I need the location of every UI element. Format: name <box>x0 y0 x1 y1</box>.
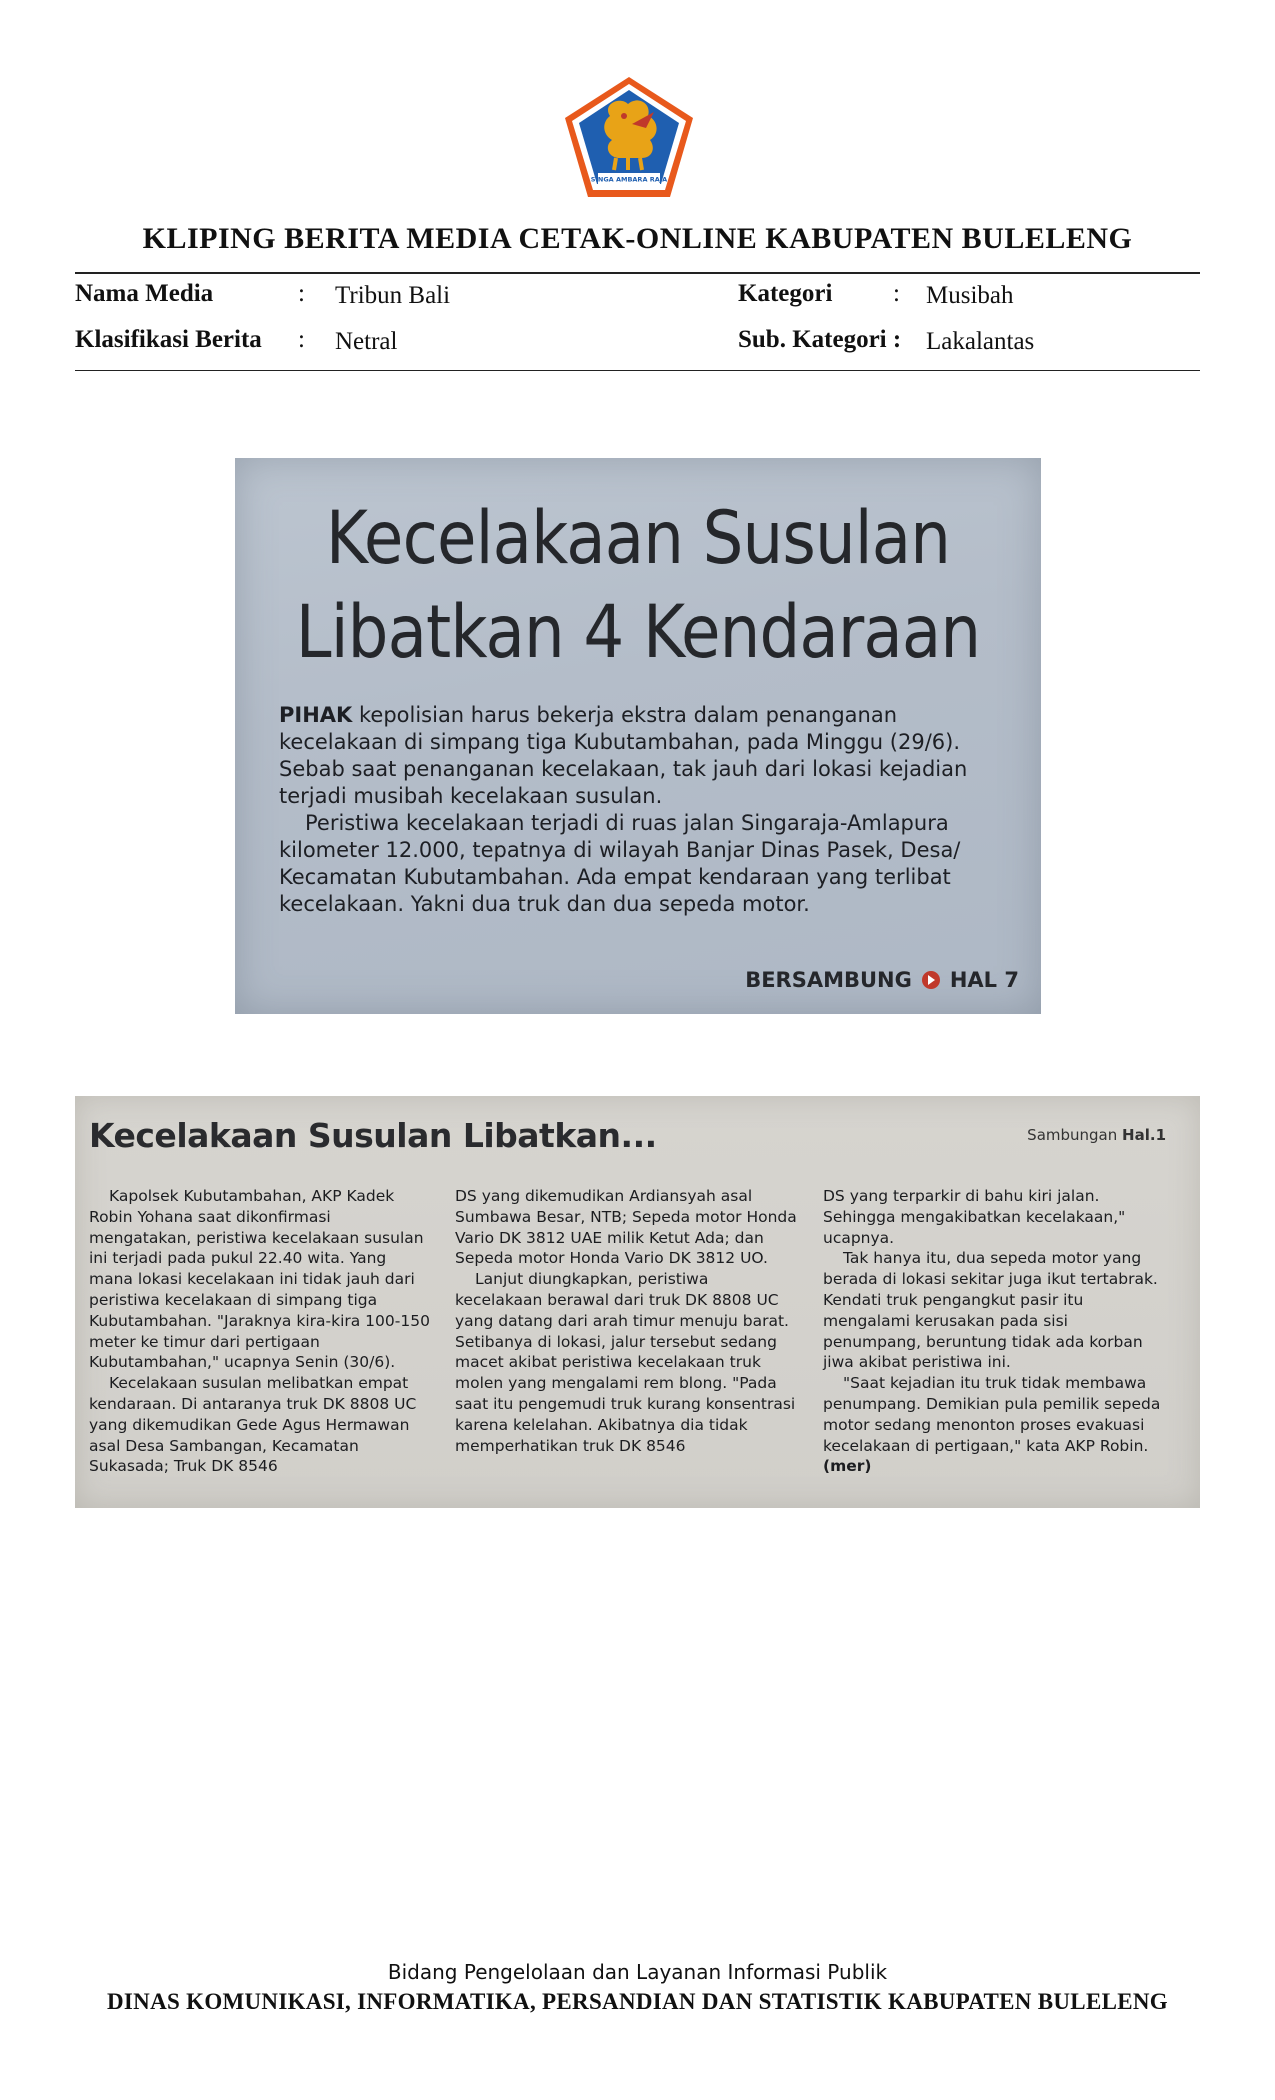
article-column-1 <box>89 1186 434 1477</box>
page-title: KLIPING BERITA MEDIA CETAK-ONLINE KABUPATEN BULELENG <box>142 222 1133 255</box>
closing-quote-text: "Saat kejadian itu truk tidak membawa penumpang. Demikian pula pemilik sepeda motor sedang menonton proses evakuasi kecelakaan di pertigaan," kata AKP Robin. <box>823 1374 1161 1455</box>
footer-department: Bidang Pengelolaan dan Layanan Informasi Publik <box>387 1960 888 1984</box>
nama-media-colon: : <box>298 280 305 307</box>
buleleng-emblem-logo <box>562 74 696 200</box>
metadata-divider <box>75 370 1200 371</box>
sambungan-page: Hal.1 <box>1122 1126 1166 1144</box>
column-paragraph: Kapolsek Kubutambahan, AKP Kadek Robin Yohana saat dikonfirmasi mengatakan, peristiwa kecelakaan susulan ini terjadi pada pukul 22.40 wita. Yang mana lokasi kecelakaan ini tidak jauh dari peristiwa kecelakaan di simpang tiga Kubutambahan. "Jaraknya kira-kira 100-150 meter ke timur dari pertigaan Kubutambahan," ucapnya Senin (30/6). <box>89 1187 430 1372</box>
nama-media-value: Tribun Bali <box>335 282 451 309</box>
author-byline: (mer) <box>823 1457 872 1476</box>
continue-arrow-icon <box>922 971 940 989</box>
clipping-paragraph <box>279 702 999 810</box>
column-paragraph: DS yang dikemudikan Ardiansyah asal Sumbawa Besar, NTB; Sepeda motor Honda Vario DK 3812 UAE milik Ketut Ada; dan Sepeda motor Honda Vario DK 3812 UO. <box>455 1187 797 1268</box>
column-paragraph: Lanjut diungkapkan, peristiwa kecelakaan berawal dari truk DK 8808 UC yang datang dari arah timur menuju barat. Setibanya di lokasi, jalur tersebut sedang macet akibat peristiwa kecelakaan truk molen yang mengalami rem blong. "Pada saat itu pengemudi truk kurang konsentrasi karena kelelahan. Akibatnya dia tidak memperhatikan truk DK 8546 <box>455 1270 796 1455</box>
continued-indicator <box>745 968 1019 992</box>
continued-label: BERSAMBUNG <box>745 968 912 992</box>
article-column-3 <box>823 1186 1168 1477</box>
lead-word: PIHAK <box>279 703 353 727</box>
column-paragraph: Tak hanya itu, dua sepeda motor yang berada di lokasi sekitar juga ikut tertabrak. Kendati truk pengangkut pasir itu mengalami kerusakan pada sisi penumpang, beruntung tidak ada korban jiwa akibat peristiwa ini. <box>823 1249 1158 1372</box>
sub-kategori-label: Sub. Kategori : <box>738 326 902 353</box>
footer-agency: DINAS KOMUNIKASI, INFORMATIKA, PERSANDIAN DAN STATISTIK KABUPATEN BULELENG <box>107 1989 1168 2014</box>
klasifikasi-berita-value: Netral <box>335 328 398 355</box>
sub-kategori-value: Lakalantas <box>926 328 1035 355</box>
column-paragraph: Kecelakaan susulan melibatkan empat kendaraan. Di antaranya truk DK 8808 UC yang dikemudikan Gede Agus Hermawan asal Desa Sambangan, Kecamatan Sukasada; Truk DK 8546 <box>89 1374 417 1476</box>
clipping-paragraph-2: Peristiwa kecelakaan terjadi di ruas jalan Singaraja-Amlapura kilometer 12.000, tepatnya di wilayah Banjar Dinas Pasek, Desa/ Kecamatan Kubutambahan. Ada empat kendaraan yang terlibat kecelakaan. Yakni dua truk dan dua sepeda motor. <box>279 811 961 916</box>
klasifikasi-berita-colon: : <box>298 326 305 353</box>
kategori-value: Musibah <box>926 282 1014 309</box>
continued-page: HAL 7 <box>949 968 1019 992</box>
newspaper-clipping-front-page <box>235 458 1041 1014</box>
newspaper-clipping-continuation <box>75 1096 1200 1508</box>
sambungan-note <box>1027 1126 1166 1144</box>
kategori-label: Kategori <box>738 280 833 307</box>
clipping-body <box>279 702 999 918</box>
klasifikasi-berita-label: Klasifikasi Berita <box>75 326 262 353</box>
kategori-colon: : <box>893 280 900 307</box>
clipping-headline-line-1: Kecelakaan Susulan <box>325 496 951 581</box>
sambungan-label: Sambungan <box>1027 1126 1118 1144</box>
logo-motto-text: SINGA AMBARA RAJA <box>590 175 668 184</box>
column-paragraph <box>823 1373 1168 1477</box>
clipping-headline-line-2: Libatkan 4 Kendaraan <box>295 590 981 675</box>
column-paragraph: DS yang terparkir di bahu kiri jalan. Sehingga mengakibatkan kecelakaan," ucapnya. <box>823 1187 1126 1247</box>
continuation-headline: Kecelakaan Susulan Libatkan... <box>89 1116 657 1155</box>
lead-paragraph-text: kepolisian harus bekerja ekstra dalam penanganan kecelakaan di simpang tiga Kubutambahan, pada Minggu (29/6). Sebab saat penanganan kecelakaan, tak jauh dari lokasi kejadian terjadi musibah kecelakaan susulan. <box>279 703 968 808</box>
header-divider <box>75 272 1200 274</box>
article-column-2 <box>455 1186 800 1456</box>
nama-media-label: Nama Media <box>75 280 214 307</box>
